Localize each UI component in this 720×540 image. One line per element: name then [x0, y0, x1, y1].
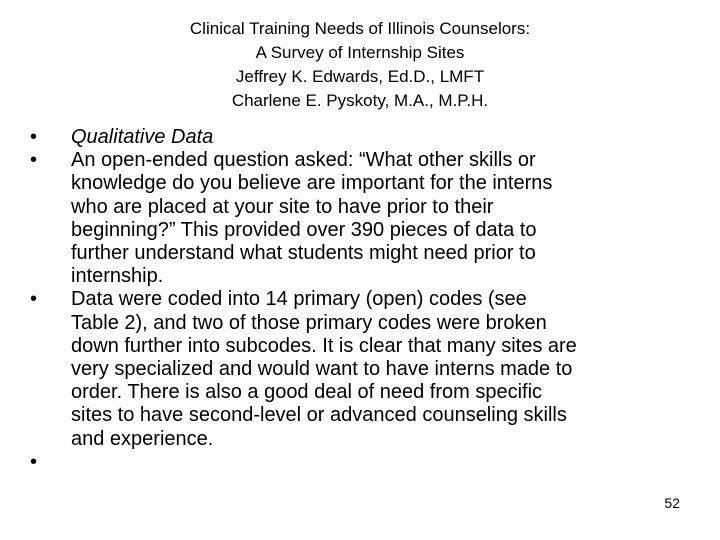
bullet-text-line: An open-ended question asked: “What other skills or — [71, 149, 536, 172]
bullet-text-line: sites to have second-level or advanced counseling skills — [71, 404, 567, 427]
bullet-text-line: and experience. — [71, 427, 214, 450]
bullet-text-line: beginning?” This provided over 390 pieces of data to — [71, 218, 537, 241]
bullet-icon: • — [30, 450, 38, 473]
bullet-icon: • — [30, 126, 38, 148]
bullet-item-empty — [30, 451, 710, 474]
bullet-text-line: order. There is also a good deal of need from specific — [71, 381, 543, 404]
bullet-icon: • — [30, 149, 38, 172]
bullet-text-line: knowledge do you believe are important for the interns — [71, 172, 553, 195]
bullet-text-line: further understand what students might need prior to — [71, 242, 536, 265]
bullet-item — [30, 149, 710, 288]
bullet-item — [30, 126, 710, 149]
bullet-text-line: Data were coded into 14 primary (open) codes (see — [71, 288, 527, 311]
bullet-item — [30, 288, 710, 450]
bullet-text-line: who are placed at your site to have prior to their — [71, 195, 494, 218]
subtitle-line: A Survey of Internship Sites — [255, 43, 465, 62]
bullet-icon: • — [30, 288, 38, 311]
bullet-list — [30, 126, 710, 474]
bullet-text-line: Table 2), and two of those primary codes were broken — [71, 311, 547, 334]
bullet-text-line: internship. — [71, 265, 164, 288]
author-line: Jeffrey K. Edwards, Ed.D., LMFT — [235, 67, 485, 86]
author-line: Charlene E. Pyskoty, M.A., M.P.H. — [231, 91, 489, 110]
page-number: 52 — [664, 495, 680, 511]
bullet-text: Qualitative Data — [71, 126, 214, 148]
slide-title — [0, 17, 720, 113]
bullet-text-line: very specialized and would want to have interns made to — [71, 358, 573, 381]
title-line: Clinical Training Needs of Illinois Counselors: — [189, 19, 531, 38]
bullet-text-line: down further into subcodes. It is clear that many sites are — [71, 334, 577, 357]
